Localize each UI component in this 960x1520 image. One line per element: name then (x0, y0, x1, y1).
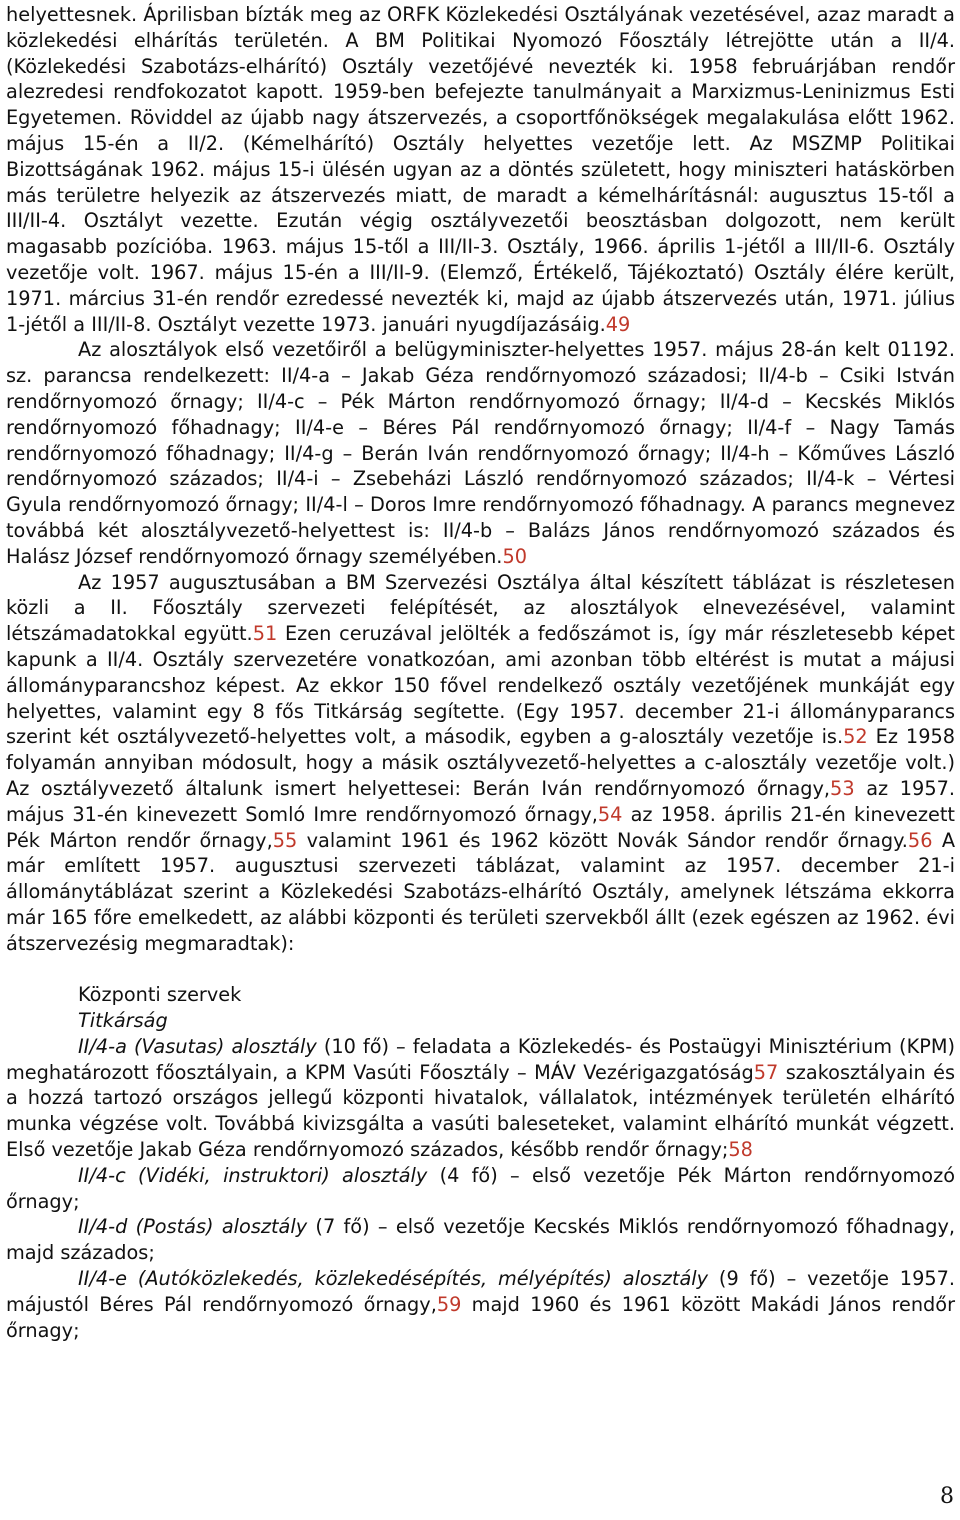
subunit-d-label: II/4-d (Postás) alosztály (78, 1215, 308, 1239)
subunit-e-label: II/4-e (Autóközlekedés, közlekedésépítés, mélyépítés) alosztály (78, 1267, 709, 1291)
footnote-ref-53[interactable]: 53 (830, 776, 855, 800)
footnote-ref-59[interactable]: 59 (436, 1292, 462, 1316)
subunit-a-label: II/4-a (Vasutas) alosztály (78, 1034, 317, 1058)
footnote-ref-56[interactable]: 56 (907, 828, 933, 852)
footnote-ref-51[interactable]: 51 (252, 622, 278, 646)
subunit-e: II/4-e (Autóközlekedés, közlekedésépítés, mélyépítés) alosztály (9 fő) – vezetője 1957. májustól Béres Pál rendőrnyomozó őrnagy,59 majd 1960 és 1961 között Makádi János rendőr őrnagy; (6, 1267, 956, 1342)
page-number: 8 (940, 1484, 954, 1509)
subunit-a: II/4-a (Vasutas) alosztály (10 fő) – feladata a Közlekedés- és Postaügyi Minisztérium (KPM) meghatározott főosztályain, a KPM Vasúti Főosztály – MÁV Vezérigazgatóság57 szakosztályain és a hozzá tartozó országos jellegű központi hivatalok, vállalatok, intézmények területén elhárító munka végzése volt. Továbbá kivizsgálta a vasúti baleseteket, valamint elhárító munkát végzett. Első vezetője Jakab Géza rendőrnyomozó százados, később rendőr őrnagy;58 (6, 1034, 955, 1162)
paragraph-2: Az alosztályok első vezetőiről a belügyminiszter-helyettes 1957. május 28-án kelt 01192. sz. parancsa rendelkezett: II/4-a – Jakab Géza rendőrnyomozó századosi; II/4-b – Csiki István rendőrnyomozó őrnagy; II/4-c – Pék Márton rendőrnyomozó őrnagy; II/4-d – Kecskés Miklós rendőrnyomozó főhadnagy; II/4-e – Béres Pál rendőrnyomozó őrnagy; II/4-f – Nagy Tamás rendőrnyomozó főhadnagy; II/4-g – Berán Iván rendőrnyomozó őrnagy; II/4-h – Kőműves László rendőrnyomozó százados; II/4-i – Zsebeházi László rendőrnyomozó százados; II/4-k – Vértesi Gyula rendőrnyomozó őrnagy; II/4-l – Doros Imre rendőrnyomozó főhadnagy. A parancs megnevez továbbá két alosztályvezető-helyettest is: II/4-b – Balázs János rendőrnyomozó százados és Halász József rendőrnyomozó őrnagy személyében.50 (6, 338, 955, 568)
document-page (6, 2, 955, 1343)
footnote-ref-54[interactable]: 54 (597, 802, 623, 826)
secretariat-heading: Titkárság (78, 1009, 168, 1033)
footnote-ref-57[interactable]: 57 (753, 1060, 779, 1084)
subunit-c: II/4-c (Vidéki, instruktori) alosztály (4 fő) – első vezetője Pék Márton rendőrnyomozó őrnagy; (6, 1163, 955, 1213)
footnote-ref-50[interactable]: 50 (502, 544, 527, 568)
central-organs-heading: Központi szervek (78, 983, 242, 1007)
footnote-ref-55[interactable]: 55 (272, 828, 298, 852)
paragraph-1: helyettesnek. Áprilisban bízták meg az ORFK Közlekedési Osztályának vezetésével, azaz maradt a közlekedési elhárítás területén. A BM Politikai Nyomozó Főosztály létrejötte után a II/4. (Közlekedési Szabotázs-elhárító) Osztály vezetőjévé nevezték ki. 1958 februárjában rendőr alezredesi rendfokozatot kapott. 1959-ben befejezte tanulmányait a Marxizmus-Leninizmus Esti Egyetemen. Röviddel az újabb nagy átszervezés, a csoportfőnökségek megalakulása előtt 1962. május 15-én a II/2. (Kémelhárító) Osztály helyettes vezetője lett. Az MSZMP Politikai Bizottságának 1962. május 15-i ülésén ugyan az a döntés született, hogy miniszteri hatáskörben más területre helyezik az átszervezés miatt, de maradt a kémelhárításnál: augusztus 15-től a III/II-4. Osztályt vezette. Ezután végig osztályvezetői beosztásban dolgozott, nem került magasabb pozícióba. 1963. május 15-től a III/II-3. Osztály, 1966. április 1-jétől a III/II-6. Osztály vezetője volt. 1967. május 15-én a III/II-9. (Elemző, Értékelő, Tájékoztató) Osztály élére került, 1971. március 31-én rendőr ezredessé nevezték ki, majd az újabb átszervezés után, 1971. július 1-jétől a III/II-8. Osztályt vezette 1973. januári nyugdíjazásáig.49 (6, 3, 955, 336)
footnote-ref-49[interactable]: 49 (605, 312, 631, 336)
subunit-d: II/4-d (Postás) alosztály (7 fő) – első vezetője Kecskés Miklós rendőrnyomozó főhadnagy, majd százados; (6, 1215, 955, 1265)
subunit-c-label: II/4-c (Vidéki, instruktori) alosztály (78, 1163, 428, 1187)
footnote-ref-52[interactable]: 52 (843, 725, 868, 749)
paragraph-3: Az 1957 augusztusában a BM Szervezési Osztálya által készített táblázat is részletesen közli a II. Főosztály szervezeti felépítését, az alosztályok elnevezésével, valamint létszámadatokkal együtt.51 Ezen ceruzával jelölték a fedőszámot is, így már részletesebb képet kapunk a II/4. Osztály szervezetére vonatkozóan, ami azonban több eltérést is mutat a májusi állományparancshoz képest. Az ekkor 150 fővel rendelkező osztály vezetőjének munkáját egy helyettes, valamint egy 8 fős Titkárság segítette. (Egy 1957. december 21-i állományparancs szerint két osztályvezető-helyettes volt, a második, egyben a g-alosztály vezetője is.52 Ez 1958 folyamán annyiban módosult, hogy a másik osztályvezető-helyettes a c-alosztály vezetője volt.) Az osztályvezető általunk ismert helyettesei: Berán Iván rendőrnyomozó őrnagy,53 az 1957. május 31-én kinevezett Somló Imre rendőrnyomozó őrnagy,54 az 1958. április 21-én kinevezett Pék Márton rendőr őrnagy,55 valamint 1961 és 1962 között Novák Sándor rendőr őrnagy.56 A már említett 1957. augusztusi szervezeti táblázat, valamint az 1957. december 21-i állománytáblázat szerint a Közlekedési Szabotázs-elhárító Osztály, amelynek létszáma ekkorra már 165 főre emelkedett, az alábbi központi és területi szervekből állt (ezek egészen az 1962. évi átszervezésig megmaradtak): (6, 570, 956, 955)
footnote-ref-58[interactable]: 58 (728, 1138, 753, 1162)
central-organs-block (6, 982, 955, 1034)
